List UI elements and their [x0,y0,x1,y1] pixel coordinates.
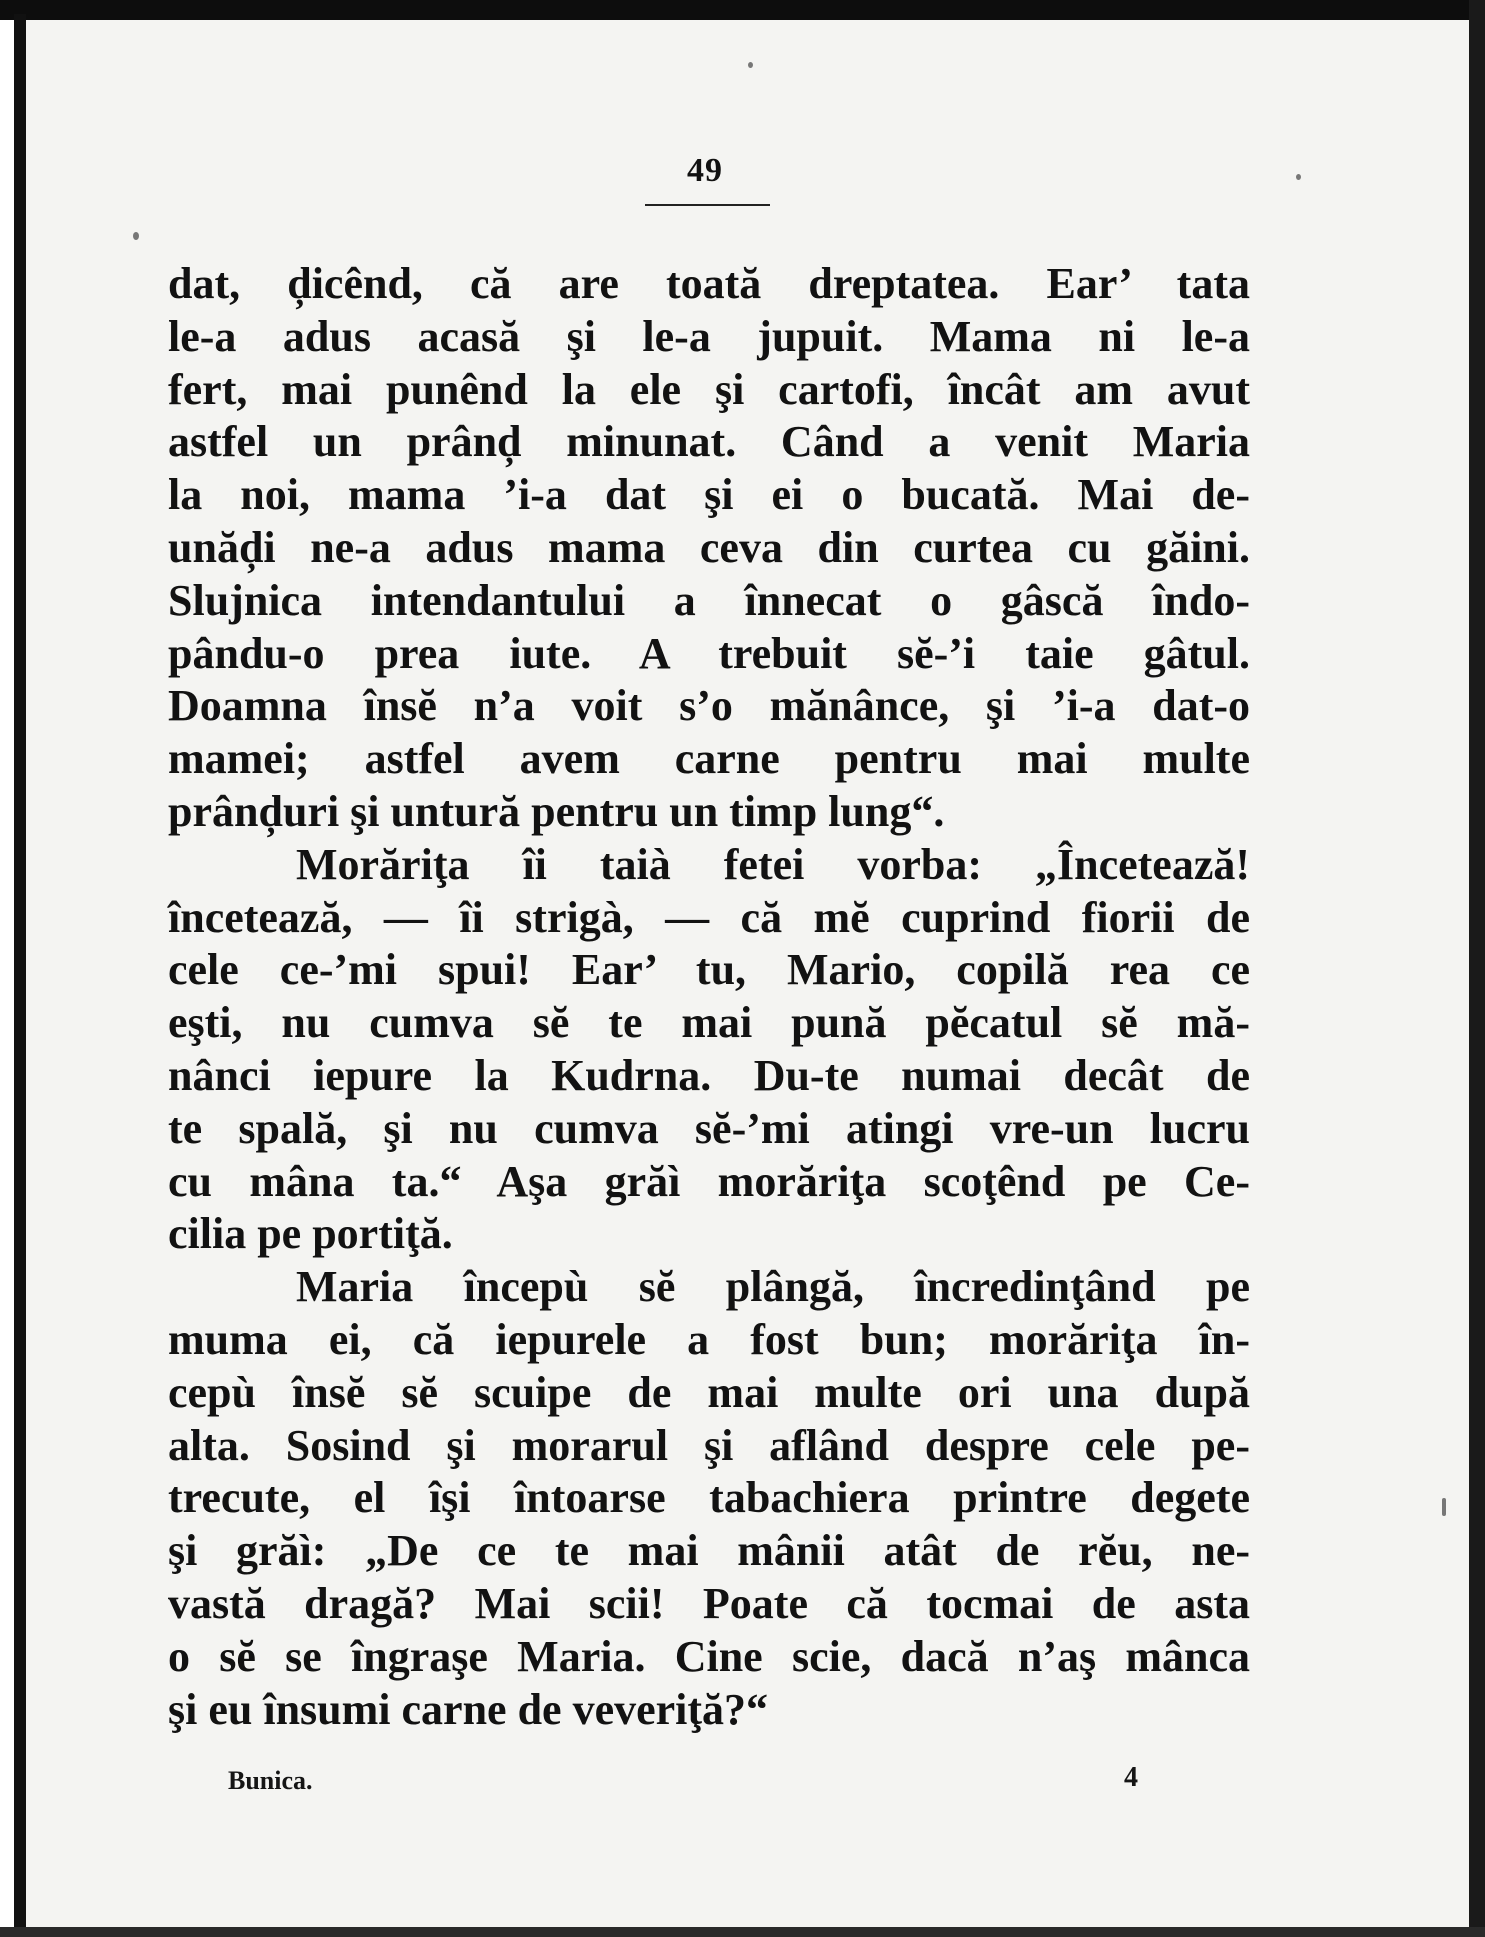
paper-speck [748,62,753,68]
paper-speck [1296,174,1301,180]
text-line: eşti, nu cumva sĕ te mai pună pĕcatul sĕ mă- [168,998,1250,1048]
text-line: cele ce-’mi spui! Ear’ tu, Mario, copilă rea ce [168,945,1250,995]
text-line: cilia pe portiţă. [168,1209,453,1259]
signature-mark: Bunica. [228,1766,313,1795]
text-line: Slujnica intendantului a înnecat o gâscă îndo- [168,575,1250,625]
scan-border-right [1469,0,1485,1937]
text-line: alta. Sosind şi morarul şi aflând despre cele pe- [168,1420,1250,1470]
paper-speck [133,232,139,240]
text-line: la noi, mama ’i-a dat şi ei o bucată. Mai de- [168,470,1250,520]
page-number-rule [645,204,770,206]
text-line: Morăriţa îi taià fetei vorba: „Încetează! [296,839,1250,889]
scan-margin [0,0,14,1937]
text-line: astfel un prânḑ minunat. Când a venit Maria [168,417,1250,467]
text-line: prânḑuri şi untură pentru un timp lung“. [168,786,945,836]
text-line: cepù însĕ sĕ scuipe de mai multe ori una după [168,1367,1250,1417]
text-line: nânci iepure la Kudrna. Du-te numai decât de [168,1050,1250,1100]
scan-border-left [14,14,26,1937]
scan-border-top [0,0,1485,20]
page-number: 49 [687,152,723,189]
text-line: muma ei, că iepurele a fost bun; morăriţa în- [168,1314,1250,1364]
text-line: şi eu însumi carne de veveriţă?“ [168,1684,769,1734]
text-line: trecute, el îşi întoarse tabachiera printre degete [168,1473,1250,1523]
paper-speck [1442,1498,1446,1516]
text-line: şi grăì: „De ce te mai mânii atât de rĕu, ne- [168,1526,1250,1576]
text-line: vastă dragă? Mai scii! Poate că tocmai de asta [168,1578,1250,1628]
text-line: cu mâna ta.“ Aşa grăì morăriţa scoţênd pe Ce- [168,1156,1250,1206]
text-line: Doamna însĕ n’a voit s’o mănânce, şi ’i-a dat-o [168,681,1250,731]
text-line: dat, ḑicênd, că are toată dreptatea. Ear’ tata [168,259,1250,308]
text-line: Maria începù sĕ plângă, încredinţând pe [296,1262,1250,1312]
text-line: unăḑi ne-a adus mama ceva din curtea cu găini. [168,522,1250,572]
text-line: fert, mai punênd la ele şi cartofi, încât am avut [168,364,1250,414]
signature-number: 4 [1124,1762,1138,1793]
text-line: o sĕ se îngraşe Maria. Cine scie, dacă n’aş mânca [168,1631,1250,1681]
text-line: pându-o prea iute. A trebuit sĕ-’i taie gâtul. [168,628,1250,678]
text-line: mamei; astfel avem carne pentru mai multe [168,734,1250,784]
text-line: le-a adus acasă şi le-a jupuit. Mama ni le-a [168,311,1250,361]
scan-border-bottom [0,1927,1485,1937]
text-line: te spală, şi nu cumva sĕ-’mi atingi vre-un lucru [168,1103,1250,1153]
text-line: încetează, — îi strigà, — că mĕ cuprind fiorii de [168,892,1250,942]
body-text [168,258,1250,1736]
